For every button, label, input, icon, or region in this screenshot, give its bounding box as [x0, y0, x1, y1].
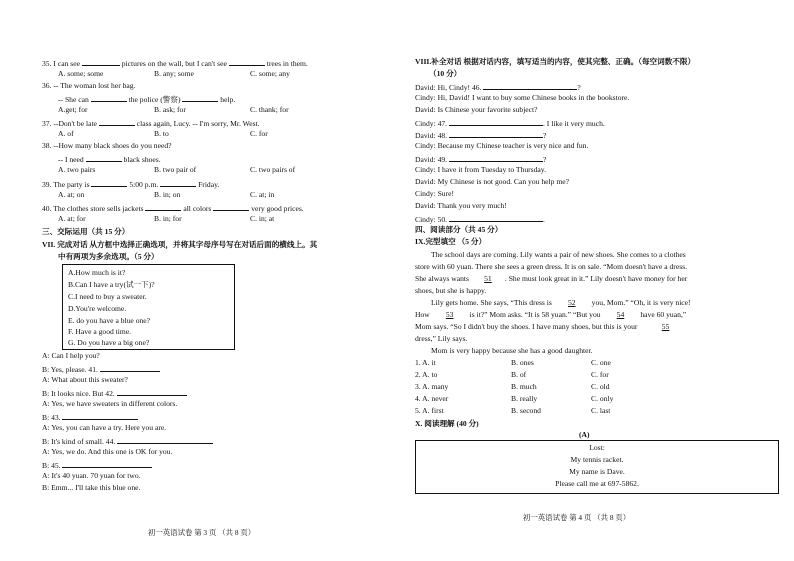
- option-c: C. some; any: [250, 69, 290, 78]
- answer-blank[interactable]: [117, 435, 213, 444]
- dialog-line: A: Yes, we do. And this one is OK for you.: [42, 447, 173, 456]
- option-c: C. thank; for: [250, 105, 289, 114]
- blank: [213, 202, 249, 211]
- passage-line: Mom says. “So I didn't buy the shoes. I have many shoes, but this is your 55: [415, 322, 670, 331]
- cloze-blank: 51: [484, 274, 492, 283]
- question-36-line2: -- She can the police (警察) help.: [58, 95, 236, 104]
- passage-line: shoes, but she is happy.: [415, 286, 487, 295]
- question-37: 37. --Don't be late class again, Lucy. -- I'm sorry, Mr. West.: [42, 119, 260, 128]
- question-38-line2: -- I need black shoes.: [58, 155, 161, 164]
- choice-b: B. second: [511, 406, 541, 415]
- option-item: F. Have a good time.: [68, 327, 132, 336]
- dialog-line: David: Thank you very much!: [415, 201, 507, 210]
- dialog-line: Cindy: 47. . I like it very much.: [415, 119, 605, 128]
- cloze-blank: 55: [661, 322, 670, 331]
- blank: [91, 178, 127, 187]
- dialog-line: David: My Chinese is not good. Can you help me?: [415, 177, 569, 186]
- choice-b: B. ones: [511, 358, 534, 367]
- dialog-line: B: It looks nice. But 42.: [42, 387, 187, 399]
- question-39: 39. The party is 5:00 p.m. Friday.: [42, 180, 220, 189]
- dialog-line: A: Can I help you?: [42, 351, 100, 360]
- choice-a: 3. A. many: [415, 382, 449, 391]
- blank: [86, 153, 122, 162]
- option-item: D.You're welcome.: [68, 304, 127, 313]
- section-instructions: VII. 完成对话 从方框中选择正确选项，并将其字母序号写在对话后面的横线上。其: [42, 240, 318, 249]
- blank: [99, 117, 135, 126]
- option-a: A. some; some: [58, 69, 104, 78]
- dialog-line: B: Yes, please. 41.: [42, 363, 160, 375]
- question-35: 35. I can see pictures on the wall, but I can't see trees in them.: [42, 59, 308, 68]
- blank: [229, 57, 265, 66]
- question-38: 38. --How many black shoes do you need?: [42, 141, 172, 150]
- choice-c: C. only: [591, 394, 614, 403]
- cloze-blank: 53: [445, 310, 454, 319]
- cloze-blank: 52: [567, 298, 576, 307]
- option-a: A. two pairs: [58, 165, 96, 174]
- section-heading: X. 阅读理解 (40 分): [415, 419, 479, 428]
- blank: [160, 178, 196, 187]
- option-b: B. ask; for: [154, 105, 186, 114]
- option-a: A. at; for: [58, 214, 86, 223]
- section-instructions: （10 分）: [429, 69, 462, 78]
- choice-a: 4. A. never: [415, 394, 449, 403]
- section-heading: IX.完型填空 （5 分）: [415, 237, 487, 246]
- answer-blank[interactable]: [449, 213, 543, 222]
- dialog-line: B: Emm... I'll take this blue one.: [42, 483, 141, 492]
- answer-blank[interactable]: [483, 81, 577, 90]
- option-b: B. any; some: [154, 69, 194, 78]
- cloze-blank: 54: [616, 310, 625, 319]
- right-page: [397, 0, 794, 561]
- option-item: G. Do you have a big one?: [68, 338, 150, 347]
- question-36: 36. -- The woman lost her bag.: [42, 81, 136, 90]
- page-footer: 初一英语试卷 第 4 页 （共 8 页）: [523, 513, 631, 522]
- dialog-line: Cindy: Because my Chinese teacher is very nice and fun.: [415, 141, 589, 150]
- section-instructions: 中有两项为多余选项。（5 分）: [58, 252, 159, 261]
- dialog-line: B: 45.: [42, 459, 152, 471]
- option-c: C. two pairs of: [250, 165, 296, 174]
- dialog-line: A: What about this sweater?: [42, 375, 128, 384]
- section-instructions: VIII.补全对话 根据对话内容，填写适当的内容，使其完整、正确。（每空词数不限）: [415, 57, 696, 66]
- notice-line: Please call me at 697-5862.: [555, 479, 639, 488]
- passage-line: Lily gets home. She says, “This dress is 52 you, Mom.” “Oh, it is very nice!: [431, 298, 691, 307]
- answer-blank[interactable]: [449, 129, 543, 138]
- option-b: B. in; on: [154, 190, 181, 199]
- blank: [91, 93, 127, 102]
- passage-line: dress,” Lily says.: [415, 334, 468, 343]
- passage-line: How 53 is it?” Mom asks. “It is 58 yuan.” “But you 54 have 60 yuan,”: [415, 310, 687, 319]
- answer-blank[interactable]: [449, 153, 543, 162]
- option-item: A.How much is it?: [68, 268, 126, 277]
- passage-line: Mom is very happy because she has a good daughter.: [431, 346, 593, 355]
- choice-b: B. really: [511, 394, 538, 403]
- choice-b: B. much: [511, 382, 537, 391]
- question-40: 40. The clothes store sells jackets all colors very good prices.: [42, 204, 304, 213]
- page-footer: 初一英语试卷 第 3 页 （共 8 页）: [148, 528, 256, 537]
- choice-a: 2. A. to: [415, 370, 438, 379]
- passage-line: store with 60 yuan. There she sees a green dress. It is on sale. “Mom doesn't have a dress.: [415, 262, 687, 271]
- choice-a: 1. A. it: [415, 358, 436, 367]
- part-label: (A): [579, 430, 590, 439]
- option-b: B. to: [154, 129, 169, 138]
- option-item: C.I need to buy a sweater.: [68, 292, 147, 301]
- option-b: B. in; for: [154, 214, 182, 223]
- blank: [145, 202, 181, 211]
- blank: [82, 57, 120, 66]
- passage-line: The school days are coming. Lily wants a pair of new shoes. She comes to a clothes: [431, 250, 686, 259]
- blank: [182, 93, 218, 102]
- option-item: E. do you have a blue one?: [68, 316, 151, 325]
- option-a: A.get; for: [58, 105, 88, 114]
- answer-blank[interactable]: [62, 411, 138, 420]
- dialog-line: A: Yes, we have sweaters in different colors.: [42, 399, 178, 408]
- dialog-line: Cindy: I have it from Tuesday to Thursday.: [415, 165, 546, 174]
- notice-line: My name is Dave.: [569, 467, 625, 476]
- option-b: B. two pair of: [154, 165, 197, 174]
- dialog-line: David: Is Chinese your favorite subject?: [415, 105, 538, 114]
- answer-blank[interactable]: [62, 459, 152, 468]
- notice-line: My tennis racket.: [570, 455, 624, 464]
- dialog-line: A: It's 40 yuan. 70 yuan for two.: [42, 471, 141, 480]
- dialog-line: David: Hi, Cindy! 46. ?: [415, 83, 581, 92]
- option-c: C. at; in: [250, 190, 275, 199]
- section-heading: 三、交际运用（共 15 分）: [42, 227, 130, 236]
- option-a: A. at; on: [58, 190, 85, 199]
- choice-c: C. one: [591, 358, 611, 367]
- notice-line: Lost:: [589, 443, 605, 452]
- dialog-line: Cindy: 50. .: [415, 215, 545, 224]
- dialog-line: Cindy: Sure!: [415, 189, 455, 198]
- choice-c: C. for: [591, 370, 609, 379]
- section-heading: 四、阅读部分（共 45 分）: [415, 225, 503, 234]
- dialog-line: Cindy: Hi, David! I want to buy some Chinese books in the bookstore.: [415, 93, 630, 102]
- passage-line: She always wants 51 . She must look great in it.” Lily doesn't have money for her: [415, 274, 688, 283]
- option-item: B.Can I have a try(试一下)?: [68, 280, 155, 289]
- dialog-line: B: It's kind of small. 44.: [42, 435, 213, 447]
- choice-c: C. old: [591, 382, 610, 391]
- dialog-line: B: 43.: [42, 411, 138, 423]
- answer-blank[interactable]: [117, 387, 187, 396]
- choice-c: C. last: [591, 406, 611, 415]
- option-c: C. for: [250, 129, 268, 138]
- option-c: C. in; at: [250, 214, 275, 223]
- option-a: A. of: [58, 129, 74, 138]
- dialog-line: David: 49. ?: [415, 155, 547, 164]
- choice-a: 5. A. first: [415, 406, 444, 415]
- dialog-line: David: 48. ?: [415, 131, 547, 140]
- answer-blank[interactable]: [449, 117, 543, 126]
- dialog-line: A: Yes, you can have a try. Here you are.: [42, 423, 167, 432]
- answer-blank[interactable]: [100, 363, 160, 372]
- choice-b: B. of: [511, 370, 527, 379]
